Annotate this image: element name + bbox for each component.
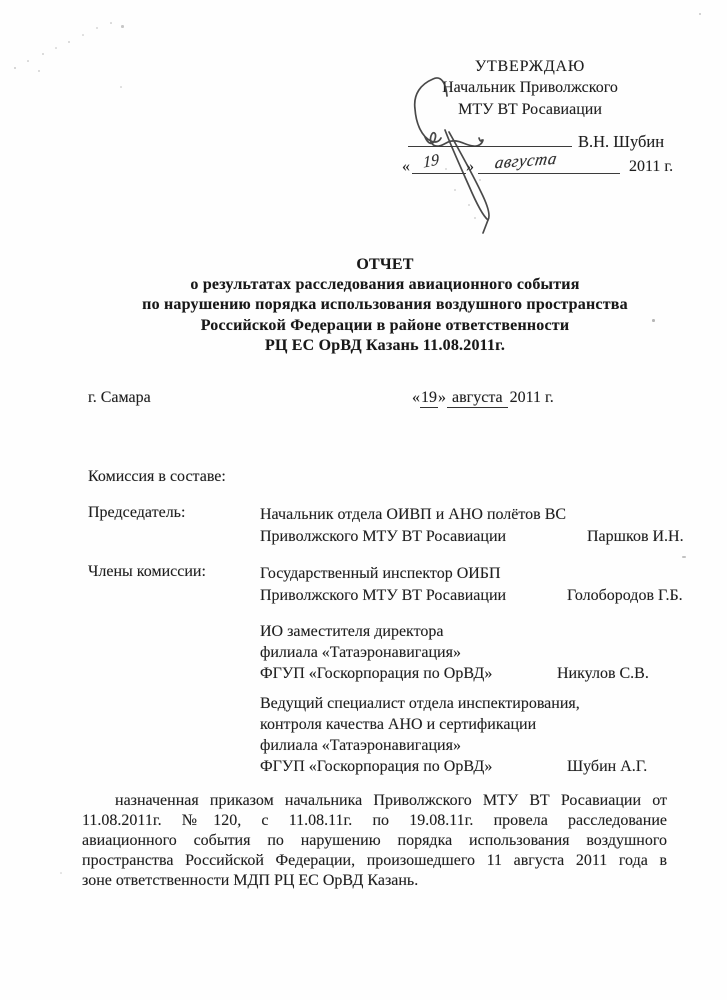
handwritten-signature-icon [395, 68, 510, 240]
scan-speckle [55, 47, 57, 49]
commission-member-line: ФГУП «Госкорпорация по ОрВД» [260, 665, 493, 682]
approval-date-year: 2011 г. [629, 158, 674, 175]
date-year: 2011 г. [509, 389, 554, 406]
report-subtitle-line: РЦ ЕС ОрВД Казань 11.08.2011г. [264, 336, 506, 354]
commission-member-line: филиала «Татаэронавигация» [260, 737, 461, 754]
commission-member-line: Государственный инспектор ОИБП [260, 565, 501, 582]
report-subtitle-line: по нарушению порядка использования воздушного пространства [142, 296, 628, 314]
commission-member-line: Начальник отдела ОИВП и АНО полётов ВС [260, 506, 567, 523]
title-block [75, 255, 695, 356]
member-name: Никулов С.В. [557, 665, 649, 682]
body-paragraph-line: 11.08.2011г. №120, с 11.08.11г. по 19.08.11г. провела расследование [82, 812, 667, 829]
commission-member-line: ФГУП «Госкорпорация по ОрВД» [260, 758, 493, 775]
scan-speckle [68, 41, 70, 43]
scan-speckle [38, 70, 40, 72]
scan-speckle [96, 27, 98, 29]
handwritten-day: 19 [422, 151, 439, 172]
report-subtitle-line: Российской Федерации в районе ответственности [200, 316, 570, 334]
scan-speckle [42, 53, 44, 55]
handwritten-month: августа [493, 148, 559, 173]
report-title: ОТЧЕТ [356, 256, 414, 273]
date-quote-close: » [466, 158, 474, 175]
body-paragraph-line: пространства Российской Федерации, произошедшего 11 августа 2011 года в [82, 852, 667, 869]
body-paragraph-line: назначенная приказом начальника Приволжского МТУ ВТ Росавиации от [115, 792, 667, 809]
commission-member-line: филиала «Татаэронавигация» [260, 644, 461, 661]
member-name: Голобородов Г.Б. [567, 586, 683, 604]
commission-intro: Комиссия в составе: [88, 468, 226, 485]
date-quote-close: » [438, 389, 446, 406]
approval-stamp-label: УТВЕРЖДАЮ [474, 58, 586, 75]
body-paragraph-line: авиационного события по нарушению порядка использования воздушного [82, 832, 667, 849]
commission-member-line: контроля качества АНО и сертификации [260, 716, 537, 733]
commission-member-line: ИО заместителя директора [260, 623, 444, 640]
approver-title-line1: Начальник Приволжского [442, 79, 618, 97]
date-quote-open: « [402, 158, 410, 175]
approver-title-line2: МТУ ВТ Росавиации [458, 100, 602, 118]
commission-member-line: Приволжского МТУ ВТ Росавиации [260, 586, 507, 604]
body-paragraph-line: зоне ответственности МДП РЦ ЕС ОрВД Казань. [82, 872, 419, 889]
place-label: г. Самара [88, 389, 151, 406]
report-subtitle-line: о результатах расследования авиационного события [190, 276, 580, 294]
scan-speckle [14, 67, 16, 69]
scan-speckle [60, 872, 62, 874]
commission-role-members: Члены комиссии: [88, 563, 206, 580]
scan-speckle [27, 60, 29, 62]
scan-speckle [699, 13, 701, 15]
body-paragraph [82, 791, 667, 891]
commission-member [260, 504, 700, 547]
commission-member [260, 563, 700, 606]
scan-speckle [682, 556, 686, 558]
scan-speckle [82, 34, 84, 36]
commission-member [260, 621, 700, 684]
commission-member-line: Ведущий специалист отдела инспектирования, [260, 695, 580, 712]
scan-speckle [120, 86, 122, 88]
report-date [412, 389, 554, 407]
date-quote-open: « [412, 389, 420, 406]
signature-name: В.Н. Шубин [578, 132, 665, 151]
member-name: Паршков И.Н. [587, 527, 684, 545]
commission-member-line: Приволжского МТУ ВТ Росавиации [260, 527, 507, 545]
commission-role-chairman: Председатель: [88, 504, 186, 521]
scan-speckle [121, 25, 124, 28]
member-name: Шубин А.Г. [567, 758, 648, 775]
date-month: августа [447, 389, 508, 408]
commission-member [260, 693, 700, 777]
date-day: 19 [421, 389, 437, 406]
scan-speckle [110, 22, 112, 24]
